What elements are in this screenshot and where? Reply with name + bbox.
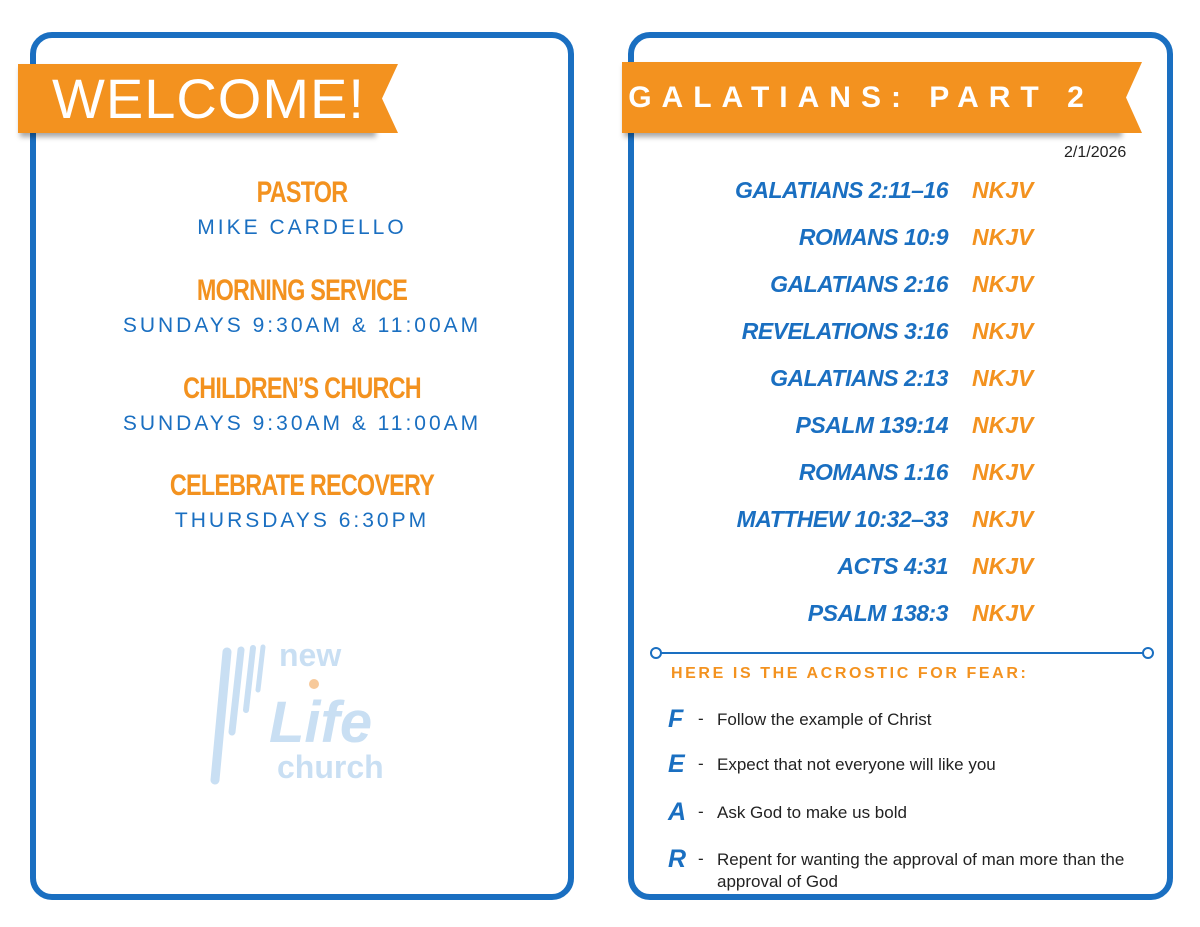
acrostic-dash: - bbox=[698, 802, 704, 821]
scripture-reference: ROMANS 1:16 bbox=[798, 459, 948, 485]
sermon-date: 2/1/2026 bbox=[1064, 144, 1127, 161]
scripture-row bbox=[700, 412, 1100, 442]
scripture-version: NKJV bbox=[972, 177, 1034, 203]
scripture-version: NKJV bbox=[972, 318, 1034, 344]
banner-notch-icon bbox=[374, 64, 398, 133]
pastor-section bbox=[30, 176, 574, 240]
scripture-reference: PSALM 138:3 bbox=[807, 600, 948, 626]
acrostic-letter: A bbox=[668, 798, 687, 826]
acrostic-title: HERE IS THE ACROSTIC FOR FEAR: bbox=[671, 665, 1029, 682]
acrostic-letter: E bbox=[668, 750, 685, 778]
scripture-row bbox=[700, 365, 1100, 395]
scripture-version: NKJV bbox=[972, 224, 1034, 250]
acrostic-letter: F bbox=[668, 705, 684, 733]
acrostic-dash: - bbox=[698, 849, 704, 868]
morning-service-times: SUNDAYS 9:30AM & 11:00AM bbox=[122, 314, 482, 337]
celebrate-recovery-section bbox=[30, 469, 574, 533]
childrens-church-heading: CHILDREN’S CHURCH bbox=[183, 372, 421, 405]
celebrate-recovery-heading: CELEBRATE RECOVERY bbox=[169, 469, 435, 502]
acrostic-dash: - bbox=[698, 754, 704, 773]
acrostic-text: Expect that not everyone will like you bbox=[717, 755, 996, 774]
childrens-church-times: SUNDAYS 9:30AM & 11:00AM bbox=[122, 412, 482, 435]
scripture-reference: REVELATIONS 3:16 bbox=[741, 318, 948, 344]
svg-text:new: new bbox=[279, 637, 342, 673]
scripture-version: NKJV bbox=[972, 271, 1034, 297]
scripture-version: NKJV bbox=[972, 365, 1034, 391]
new-life-church-logo bbox=[205, 632, 405, 787]
scripture-version: NKJV bbox=[972, 412, 1034, 438]
morning-service-section bbox=[30, 274, 574, 338]
scripture-row bbox=[700, 177, 1100, 207]
banner-notch-icon bbox=[1120, 62, 1142, 133]
scripture-row bbox=[700, 459, 1100, 489]
childrens-church-section bbox=[30, 372, 574, 436]
svg-text:church: church bbox=[277, 749, 384, 785]
scripture-row bbox=[700, 600, 1100, 630]
scripture-reference: GALATIANS 2:11–16 bbox=[734, 177, 948, 203]
scripture-row bbox=[700, 506, 1100, 536]
scripture-reference: GALATIANS 2:13 bbox=[770, 365, 948, 391]
scripture-reference: ACTS 4:31 bbox=[837, 553, 948, 579]
scripture-version: NKJV bbox=[972, 600, 1034, 626]
scripture-reference: MATTHEW 10:32–33 bbox=[736, 506, 948, 532]
pastor-heading: PASTOR bbox=[256, 176, 348, 209]
scripture-row bbox=[700, 553, 1100, 583]
acrostic-text: Follow the example of Christ bbox=[717, 710, 932, 729]
galatians-banner bbox=[622, 62, 1120, 133]
acrostic-text: Repent for wanting the approval of man more than the approval of God bbox=[717, 850, 1125, 891]
scripture-row bbox=[700, 271, 1100, 301]
pastor-name: MIKE CARDELLO bbox=[197, 216, 407, 239]
scripture-reference: ROMANS 10:9 bbox=[798, 224, 948, 250]
svg-text:Life: Life bbox=[269, 690, 373, 755]
scripture-reference: GALATIANS 2:16 bbox=[770, 271, 948, 297]
acrostic-text: Ask God to make us bold bbox=[717, 803, 907, 822]
morning-service-heading: MORNING SERVICE bbox=[196, 274, 408, 307]
acrostic-dash: - bbox=[698, 709, 704, 728]
celebrate-recovery-times: THURSDAYS 6:30PM bbox=[174, 509, 430, 532]
section-divider bbox=[650, 645, 1154, 661]
scripture-row bbox=[700, 318, 1100, 348]
welcome-banner bbox=[18, 64, 374, 133]
scripture-version: NKJV bbox=[972, 553, 1034, 579]
galatians-banner-text: GALATIANS: PART 2 bbox=[628, 81, 1094, 114]
scripture-version: NKJV bbox=[972, 506, 1034, 532]
welcome-banner-text: WELCOME! bbox=[52, 67, 365, 130]
acrostic-letter: R bbox=[668, 845, 687, 873]
scripture-version: NKJV bbox=[972, 459, 1034, 485]
scripture-reference: PSALM 139:14 bbox=[795, 412, 948, 438]
scripture-row bbox=[700, 224, 1100, 254]
